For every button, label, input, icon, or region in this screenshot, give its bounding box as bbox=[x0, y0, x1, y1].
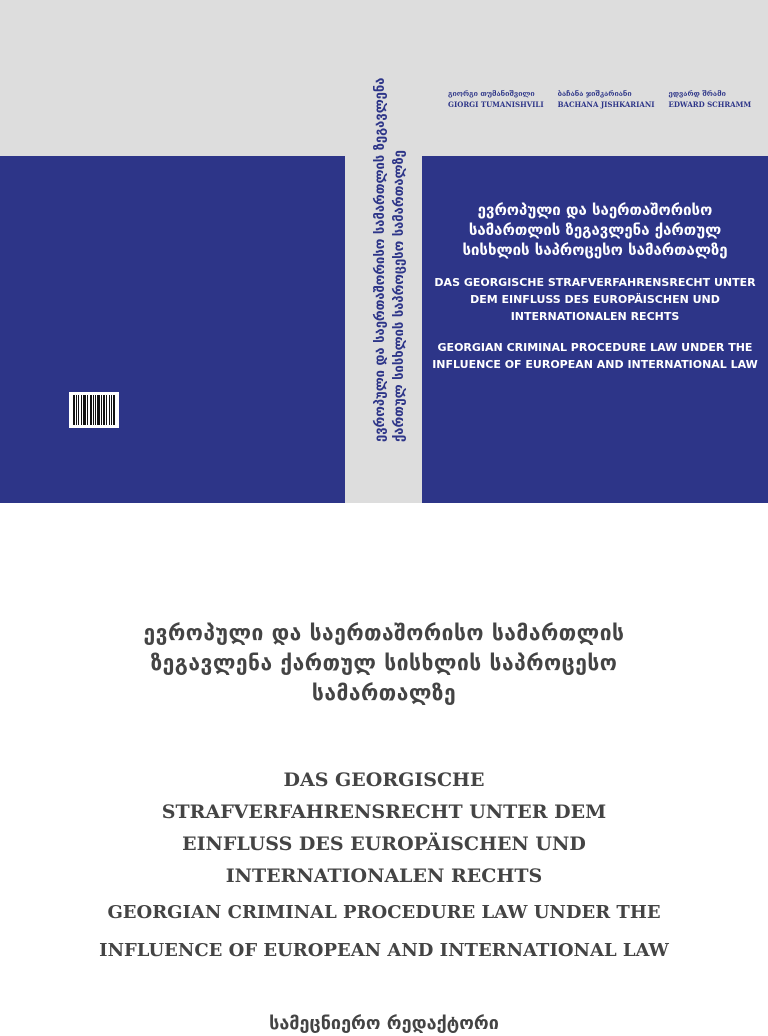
spine-line-2: ქართულ სისხლის საპროცესო სამართალზე bbox=[392, 150, 407, 442]
front-title-german: DAS GEORGISCHE STRAFVERFAHRENSRECHT UNTER DEM EINFLUSS DES EUROPÄISCHEN UND INTERNATIONALEN RECHTS bbox=[434, 276, 756, 323]
front-title-english: GEORGIAN CRIMINAL PROCEDURE LAW UNDER THE INFLUENCE OF EUROPEAN AND INTERNATIONAL LAW bbox=[432, 341, 758, 371]
back-cover-panel bbox=[0, 156, 345, 503]
page-bottom-partial-text: სამეცნიერო რედაქტორი bbox=[269, 1013, 499, 1034]
page-title-german: DAS GEORGISCHE STRAFVERFAHRENSRECHT UNTER DEM EINFLUSS DES EUROPÄISCHEN UND INTERNATIONALEN RECHTS bbox=[161, 769, 607, 887]
author-2-en: BACHANA JISHKARIANI bbox=[557, 100, 655, 109]
book-cover bbox=[0, 0, 768, 503]
author-1-ka: გიორგი თუმანიშვილი bbox=[448, 89, 535, 98]
barcode-icon bbox=[69, 392, 119, 428]
author-2-ka: ბაჩანა ჯიშკარიანი bbox=[557, 89, 632, 98]
author-1-en: GIORGI TUMANISHVILI bbox=[448, 100, 544, 109]
author-2 bbox=[558, 88, 655, 110]
spine-line-1: ევროპული და საერთაშორისო სამართლის ზეგავლენა bbox=[373, 77, 388, 442]
page-title-georgian: ევროპული და საერთაშორისო სამართლის ზეგავლენა ქართულ სისხლის საპროცესო სამართალზე bbox=[143, 621, 625, 705]
page-title-english: GEORGIAN CRIMINAL PROCEDURE LAW UNDER THE INFLUENCE OF EUROPEAN AND INTERNATIONAL LAW bbox=[99, 902, 669, 961]
author-3-ka: ედვარდ შრამი bbox=[668, 89, 726, 98]
author-3-en: EDWARD SCHRAMM bbox=[668, 100, 752, 109]
spine-title bbox=[371, 62, 409, 442]
front-title-georgian: ევროპული და საერთაშორისო სამართლის ზეგავლენა ქართულ სისხლის საპროცესო სამართალზე bbox=[462, 201, 728, 259]
author-list bbox=[448, 88, 752, 110]
front-cover-titles bbox=[422, 200, 768, 373]
author-3 bbox=[669, 88, 752, 110]
author-1 bbox=[448, 88, 544, 110]
